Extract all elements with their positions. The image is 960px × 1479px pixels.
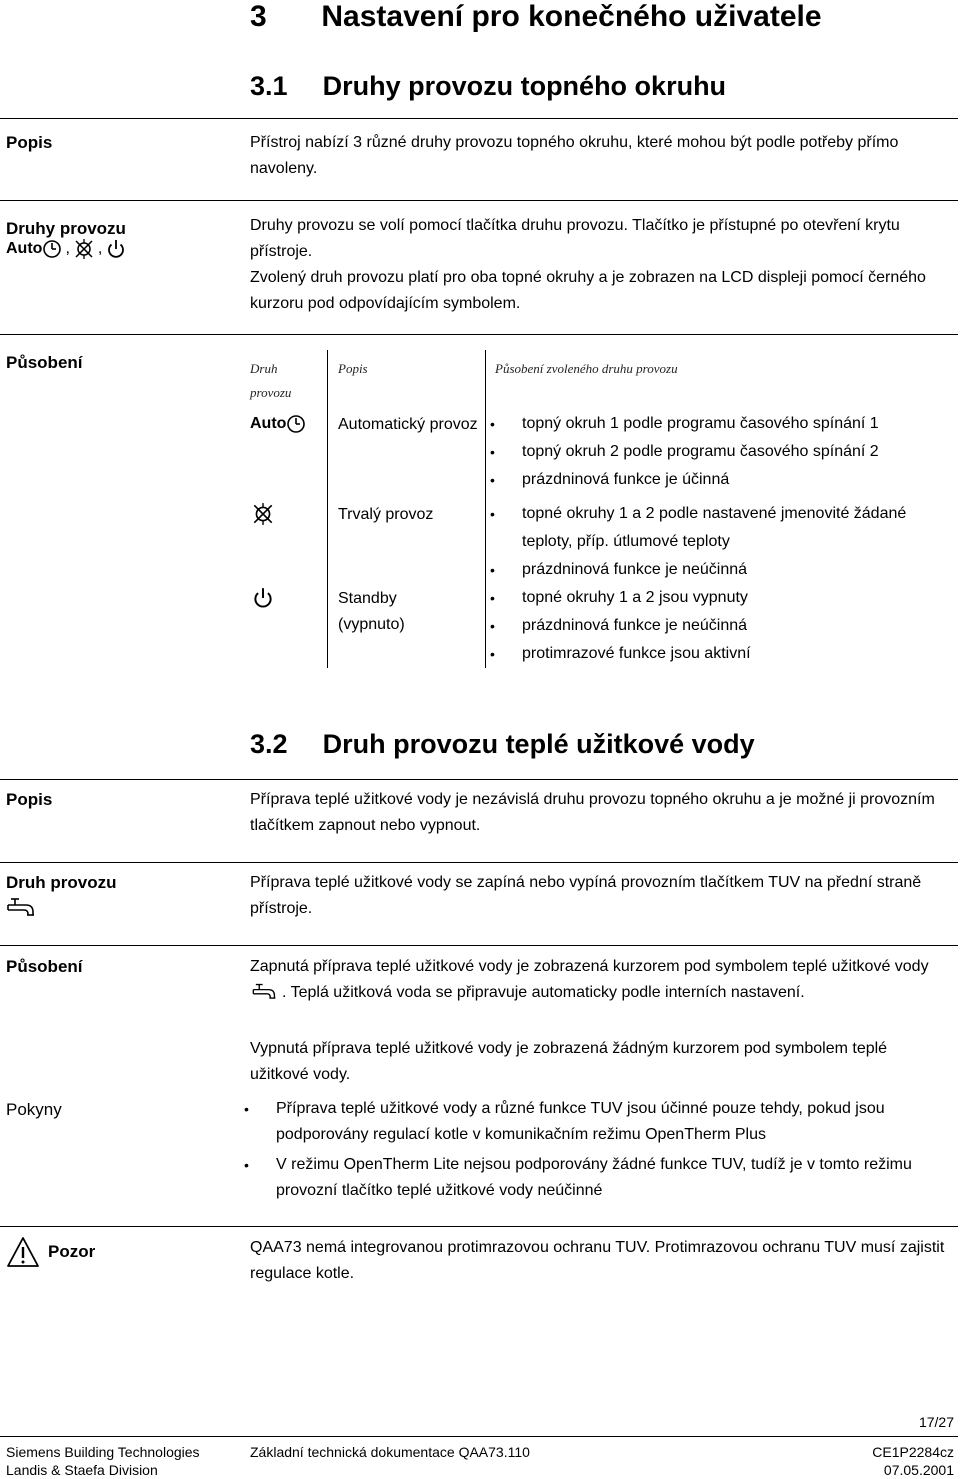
- section-1-title: Druhy provozu topného okruhu: [322, 71, 727, 101]
- auto-text: Auto: [6, 240, 43, 257]
- divider: [0, 1226, 958, 1227]
- footer-document-title: Základní technická dokumentace QAA73.110: [250, 1444, 530, 1460]
- section-2-title: Druh provozu teplé užitkové vody: [322, 729, 755, 759]
- hot-water-tap-icon: [6, 896, 40, 922]
- section-2-heading: [250, 728, 755, 760]
- list-item: • topný okruh 1 podle programu časového spínání 1: [486, 410, 946, 438]
- table-row-2-bullets: [486, 500, 926, 584]
- section-2-number: 3.2: [250, 729, 288, 759]
- table-row-3-symbol: [251, 586, 275, 610]
- pusobeni-2-p2: Vypnutá příprava teplé užitkové vody je zobrazená žádným kurzorem pod symbolem teplé užitkové vody.: [250, 1040, 888, 1083]
- list-item: • prázdninová funkce je neúčinná: [486, 556, 926, 584]
- divider: [0, 945, 958, 946]
- table-row-2-desc: Trvalý provoz: [338, 506, 434, 523]
- section-1-number: 3.1: [250, 71, 288, 101]
- table-header-druh: Druh provozu: [250, 361, 292, 400]
- separator: ,: [65, 240, 70, 257]
- chapter-number: 3: [250, 0, 267, 33]
- list-item: • topný okruh 2 podle programu časového spínání 2: [486, 438, 946, 466]
- table-header-popis: Popis: [338, 361, 368, 376]
- popis-text: Přístroj nabízí 3 různé druhy provozu topného okruhu, které mohou být podle potřeby přímo navoleny.: [250, 134, 899, 177]
- hot-water-tap-icon: [250, 982, 282, 1004]
- standby-power-icon: [105, 238, 127, 260]
- divider: [0, 862, 958, 863]
- list-item: • prázdninová funkce je neúčinná: [486, 612, 946, 640]
- table-header-pusobeni: Působení zvoleného druhu provozu: [495, 361, 678, 376]
- footer-date: 07.05.2001: [883, 1462, 954, 1478]
- divider: [0, 334, 958, 335]
- pusobeni-label: Působení: [6, 353, 83, 372]
- divider: [0, 200, 958, 201]
- pusobeni-2-p1-a: Zapnutá příprava teplé užitkové vody je zobrazená kurzorem pod symbolem teplé užitkové vody: [250, 958, 929, 975]
- pusobeni-2-label: Působení: [6, 957, 83, 976]
- list-item: • Příprava teplé užitkové vody a různé funkce TUV jsou účinné pouze tehdy, pokud jsou podporovány regulací kotle v komunikačním režimu OpenTherm Plus: [240, 1096, 952, 1152]
- table-row-3-desc: Standby (vypnuto): [338, 590, 405, 633]
- chapter-title: Nastavení pro konečného uživatele: [321, 0, 822, 33]
- table-row-2-symbol: [251, 502, 275, 526]
- druh-provozu-text: Příprava teplé užitkové vody se zapíná nebo vypíná provozním tlačítkem TUV na přední straně přístroje.: [250, 874, 922, 917]
- table-column-divider: [327, 350, 328, 668]
- druhy-provozu-symbols: [6, 238, 127, 260]
- list-item: • topné okruhy 1 a 2 podle nastavené jmenovité žádané teploty, příp. útlumové teploty: [486, 500, 926, 556]
- list-item: • protimrazové funkce jsou aktivní: [486, 640, 946, 668]
- popis-label: Popis: [6, 133, 53, 152]
- popis-2-text: Příprava teplé užitkové vody je nezávislá druhu provozu topného okruhu a je možné ji provozním tlačítkem zapnout nebo vypnout.: [250, 791, 935, 834]
- popis-2-label: Popis: [6, 790, 53, 809]
- pusobeni-2-p1-b: . Teplá užitková voda se připravuje automaticky podle interních nastavení.: [282, 984, 805, 1001]
- footer-company-2: Landis & Staefa Division: [6, 1462, 158, 1478]
- warning-icon: [6, 1236, 40, 1268]
- divider: [0, 118, 958, 119]
- auto-symbol: [250, 414, 306, 434]
- list-item: • topné okruhy 1 a 2 jsou vypnuty: [486, 584, 946, 612]
- pozor-label: Pozor: [48, 1242, 96, 1261]
- dhw-symbol: [6, 896, 40, 922]
- page-number: 17/27: [918, 1414, 954, 1430]
- standby-power-icon: [251, 586, 275, 610]
- continuous-operation-icon: [251, 502, 275, 526]
- list-item: • prázdninová funkce je účinná: [486, 466, 946, 494]
- druhy-provozu-p2: Zvolený druh provozu platí pro oba topné okruhy a je zobrazen na LCD displeji pomocí černého kurzoru pod odpovídajícím symbolem.: [250, 269, 926, 312]
- footer-document-code: CE1P2284cz: [872, 1444, 954, 1460]
- footer-company-1: Siemens Building Technologies: [6, 1444, 200, 1460]
- pozor-block: [6, 1236, 95, 1268]
- pozor-text: QAA73 nemá integrovanou protimrazovou ochranu TUV. Protimrazovou ochranu TUV musí zajistit regulace kotle.: [250, 1239, 945, 1282]
- auto-text: Auto: [250, 415, 287, 432]
- pusobeni-2-p1: [250, 954, 950, 1006]
- auto-symbol: [6, 239, 62, 259]
- table-row-1-symbol: [250, 414, 306, 434]
- footer-divider: [0, 1436, 958, 1437]
- druhy-provozu-label: Druhy provozu: [6, 219, 126, 238]
- table-row-3-bullets: [486, 584, 946, 668]
- list-item: • V režimu OpenTherm Lite nejsou podporovány žádné funkce TUV, tudíž je v tomto režimu provozní tlačítko teplé užitkové vody neúčinné: [240, 1152, 952, 1204]
- chapter-heading: [250, 0, 822, 34]
- continuous-operation-icon: [73, 238, 95, 260]
- clock-icon: [286, 414, 306, 434]
- druh-provozu-label: Druh provozu: [6, 873, 117, 892]
- druhy-provozu-p1: Druhy provozu se volí pomocí tlačítka druhu provozu. Tlačítko je přístupné po otevření krytu přístroje.: [250, 217, 900, 260]
- section-1-heading: [250, 70, 726, 102]
- table-row-1-desc: Automatický provoz: [338, 416, 478, 433]
- table-row-1-bullets: [486, 410, 946, 494]
- separator: ,: [97, 240, 103, 257]
- clock-icon: [42, 239, 62, 259]
- divider: [0, 779, 958, 780]
- pokyny-bullets: [240, 1096, 952, 1204]
- pokyny-label: Pokyny: [6, 1100, 62, 1119]
